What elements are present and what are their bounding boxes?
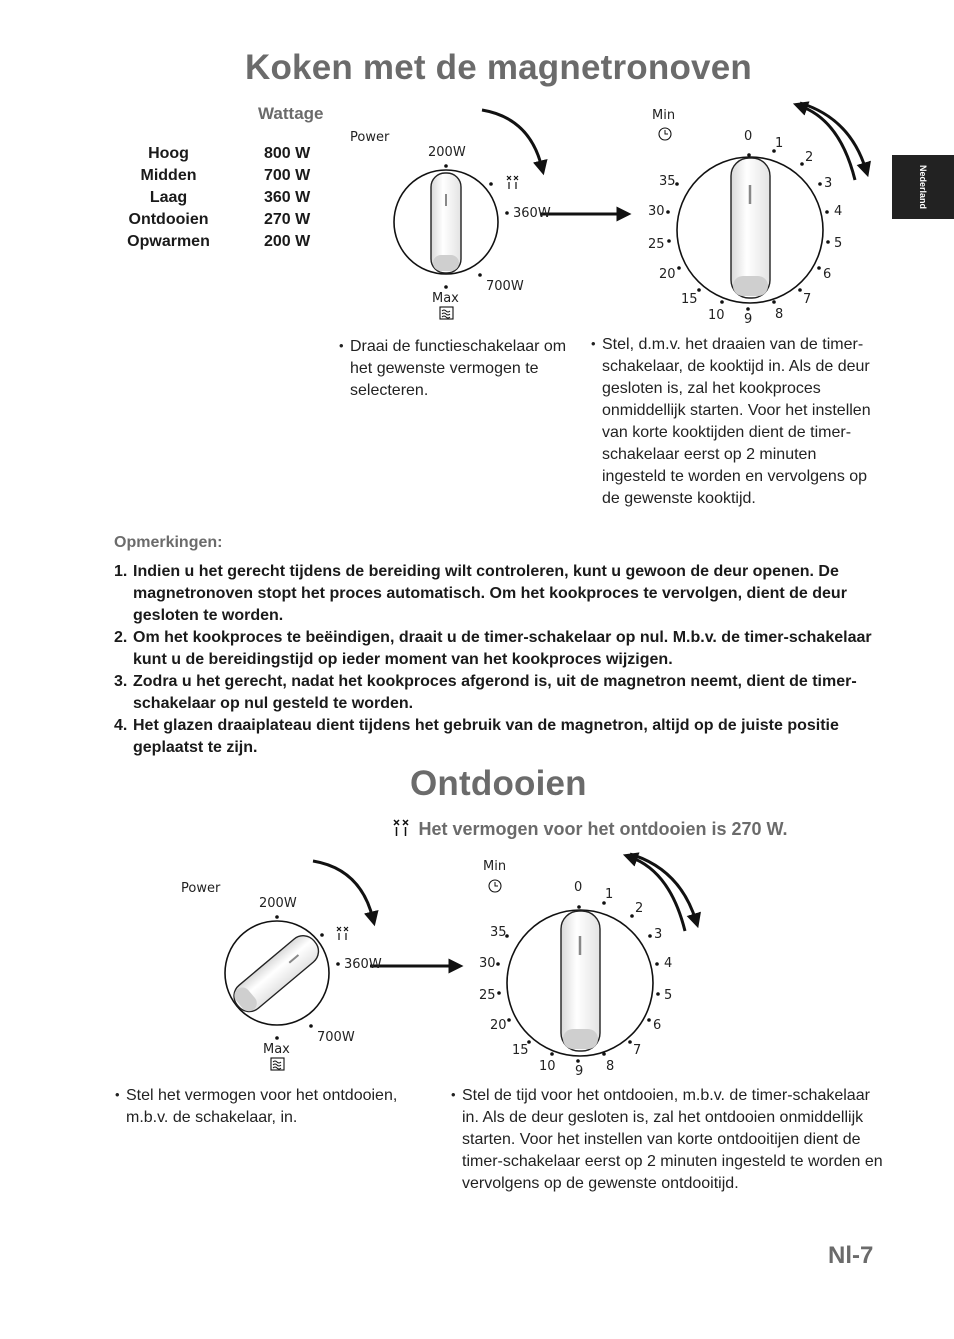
power-label: Midden	[140, 167, 197, 184]
timer-number: 6	[823, 267, 832, 282]
section-title-ontdooien: Ontdooien	[410, 764, 587, 803]
wattage-header: Wattage	[258, 104, 324, 123]
timer-number: 2	[635, 901, 644, 916]
power-value: 200 W	[264, 233, 311, 250]
notes-list	[114, 561, 884, 759]
page-title: Koken met de magnetronoven	[245, 48, 752, 87]
bullet-timer-text: Stel, d.m.v. het draaien van de timer-schakelaar, de kooktijd in. Als de deur gesloten is, zal het kookproces onmiddellijk starten. Voor het instellen van korte kooktijden dient de timer-schakelaar eerst op 2 minuten ingesteld te worden en vervolgens op de gewenste kooktijd.	[602, 336, 871, 507]
note-item	[114, 715, 884, 759]
defrost-subtitle	[392, 818, 788, 840]
note-text: Indien u het gerecht tijdens de bereiding wilt controleren, kunt u gewoon de deur openen. De magnetronoven stopt het proces automatisch. Om het kookproces te vervolgen, dient de deur gesloten te worden.	[133, 563, 847, 624]
timer-number: 25	[479, 988, 496, 1003]
power-table	[100, 143, 340, 253]
power-value: 270 W	[264, 211, 311, 228]
power-label-text: Power	[350, 130, 390, 145]
dial-label-max: Max	[263, 1042, 290, 1057]
timer-number: 1	[605, 887, 614, 902]
defrost-dial-diagram	[170, 845, 730, 1080]
note-item	[114, 627, 884, 671]
power-row	[100, 143, 340, 165]
timer-label-min: Min	[652, 108, 676, 123]
dial-label-700w: 700W	[486, 279, 524, 294]
timer-number: 0	[574, 880, 583, 895]
power-value: 800 W	[264, 145, 311, 162]
note-item	[114, 561, 884, 627]
microwave-max-icon	[271, 1058, 284, 1070]
timer-number: 1	[775, 136, 784, 151]
note-number: 3.	[114, 673, 128, 690]
language-tab-label: Nederland	[918, 164, 928, 209]
timer-number: 2	[805, 150, 814, 165]
dial-label-360w: 360W	[513, 206, 551, 221]
power-value: 360 W	[264, 189, 311, 206]
power-row	[100, 231, 340, 253]
defrost-icon	[337, 927, 348, 940]
power-row	[100, 187, 340, 209]
timer-number: 30	[648, 204, 665, 219]
power-dial-diagram	[340, 100, 900, 330]
timer-number: 9	[744, 312, 753, 327]
timer-number: 15	[512, 1043, 529, 1058]
language-tab	[892, 155, 954, 219]
power-label: Opwarmen	[127, 233, 210, 250]
timer-number: 25	[648, 237, 665, 252]
note-number: 2.	[114, 629, 128, 646]
timer-number: 5	[834, 236, 843, 251]
timer-number: 6	[653, 1018, 662, 1033]
power-row	[100, 209, 340, 231]
note-text: Zodra u het gerecht, nadat het kookproces afgerond is, uit de magnetron neemt, dient de timer-schakelaar op nul gesteld te worden.	[133, 673, 857, 712]
timer-number: 4	[834, 204, 843, 219]
timer-number: 9	[575, 1064, 584, 1079]
dial-label-200w: 200W	[428, 145, 466, 160]
note-item	[114, 671, 884, 715]
defrost-icon	[507, 176, 518, 189]
timer-number: 8	[606, 1059, 615, 1074]
bullet-defrost-power: • Stel het vermogen voor het ontdooien, m.b.v. de schakelaar, in.	[115, 1087, 398, 1126]
timer-number: 10	[708, 308, 725, 323]
bullet-defrost-power-text: Stel het vermogen voor het ontdooien, m.b.v. de schakelaar, in.	[126, 1087, 398, 1126]
power-label: Laag	[149, 189, 188, 206]
defrost-icon	[392, 818, 410, 838]
timer-number: 3	[824, 176, 833, 191]
defrost-subtitle-text: Het vermogen voor het ontdooien is 270 W.	[418, 819, 788, 839]
timer-number: 35	[659, 174, 676, 189]
note-number: 4.	[114, 717, 128, 734]
timer-number: 4	[664, 956, 673, 971]
timer-number: 35	[490, 925, 507, 940]
dial-label-700w: 700W	[317, 1030, 355, 1045]
timer-number: 30	[479, 956, 496, 971]
power-value: 700 W	[264, 167, 311, 184]
notes-header: Opmerkingen:	[114, 534, 223, 551]
dial-label-200w: 200W	[259, 896, 297, 911]
timer-number: 10	[539, 1059, 556, 1074]
timer-number: 7	[633, 1043, 642, 1058]
timer-number: 7	[803, 292, 812, 307]
note-number: 1.	[114, 563, 128, 580]
bullet-timer: • Stel, d.m.v. het draaien van de timer-schakelaar, de kooktijd in. Als de deur gesloten is, zal het kookproces onmiddellijk starten. Voor het instellen van korte kooktijden dient de timer-schakelaar eerst op 2 minuten ingesteld te worden en vervolgens op de gewenste kooktijd.	[591, 336, 871, 507]
power-label: Ontdooien	[128, 211, 209, 228]
power-row	[100, 165, 340, 187]
page-number: Nl-7	[828, 1242, 874, 1269]
timer-number: 15	[681, 292, 698, 307]
timer-number: 20	[490, 1018, 507, 1033]
dial-label-360w: 360W	[344, 957, 382, 972]
dial-label-max: Max	[432, 291, 459, 306]
power-label-text: Power	[181, 881, 221, 896]
timer-number: 3	[654, 927, 663, 942]
timer-number: 0	[744, 129, 753, 144]
power-label: Hoog	[148, 145, 189, 162]
note-text: Om het kookproces te beëindigen, draait u de timer-schakelaar op nul. M.b.v. de timer-schakelaar kunt u de bereidingstijd op ieder moment van het kookproces wijzigen.	[133, 629, 872, 668]
bullet-power: • Draai de functieschakelaar om het gewenste vermogen te selecteren.	[339, 338, 567, 399]
timer-number: 20	[659, 267, 676, 282]
note-text: Het glazen draaiplateau dient tijdens het gebruik van de magnetron, altijd op de juiste positie geplaatst te zijn.	[133, 717, 839, 756]
timer-label-min: Min	[483, 859, 507, 874]
microwave-max-icon	[440, 307, 453, 319]
timer-number: 5	[664, 988, 673, 1003]
bullet-defrost-timer-text: Stel de tijd voor het ontdooien, m.b.v. de timer-schakelaar in. Als de deur gesloten is, zal het ontdooien onmiddellijk starten. Voor het instellen van korte ontdooitijen dient de timer-schakelaar eerst op 2 minuten ingesteld te worden en vervolgens op de gewenste ontdooitijd.	[462, 1087, 883, 1192]
bullet-defrost-timer: • Stel de tijd voor het ontdooien, m.b.v. de timer-schakelaar in. Als de deur gesloten is, zal het ontdooien onmiddellijk starten. Voor het instellen van korte ontdooitijen dient de timer-schakelaar eerst op 2 minuten ingesteld te worden en vervolgens op de gewenste ontdooitijd.	[451, 1087, 883, 1192]
timer-number: 8	[775, 307, 784, 322]
bullet-power-text: Draai de functieschakelaar om het gewenste vermogen te selecteren.	[350, 338, 567, 399]
